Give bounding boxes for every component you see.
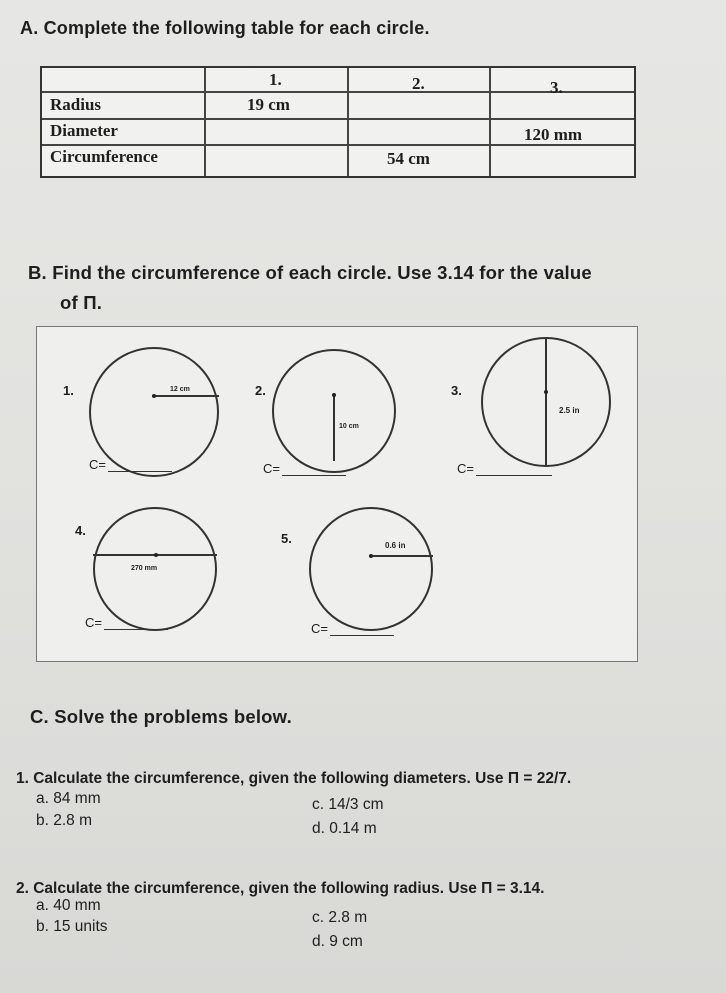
column-header: 2. <box>412 74 425 93</box>
option: d. 0.14 m <box>312 820 377 837</box>
radius-line <box>154 395 219 397</box>
row-label-diameter: Diameter <box>50 121 118 140</box>
diameter-line <box>545 337 547 467</box>
option: c. 2.8 m <box>312 909 368 926</box>
answer-label: C= <box>263 461 280 476</box>
measure-label: 2.5 in <box>559 406 580 415</box>
table-cell: 120 mm <box>524 125 583 144</box>
table-divider <box>204 68 206 176</box>
center-dot <box>154 553 158 557</box>
center-dot <box>152 394 156 398</box>
answer-label: C= <box>89 457 106 472</box>
column-header: 1. <box>269 70 282 89</box>
problem-prompt: 2. Calculate the circumference, given the following radius. Use Π = 3.14. <box>16 880 545 897</box>
radius-line <box>371 555 433 557</box>
table-divider <box>347 68 349 176</box>
answer-label: C= <box>311 621 328 636</box>
measure-label: 10 cm <box>339 423 359 430</box>
table-divider <box>42 118 634 120</box>
circle-number: 1. <box>63 383 74 398</box>
option: c. 14/3 cm <box>312 796 384 813</box>
center-dot <box>544 390 548 394</box>
answer-blank[interactable] <box>108 459 172 472</box>
answer-label: C= <box>85 615 102 630</box>
measure-label: 12 cm <box>170 386 190 393</box>
circle-number: 5. <box>281 531 292 546</box>
answer-label: C= <box>457 461 474 476</box>
option: a. 84 mm <box>36 790 101 807</box>
option: b. 2.8 m <box>36 812 92 829</box>
answer-field[interactable] <box>311 621 394 636</box>
center-dot <box>369 554 373 558</box>
circle-table <box>40 66 636 178</box>
answer-blank[interactable] <box>330 623 394 636</box>
section-c-heading: C. Solve the problems below. <box>30 706 292 727</box>
circle-number: 3. <box>451 383 462 398</box>
answer-blank[interactable] <box>476 463 552 476</box>
answer-field[interactable] <box>457 461 552 476</box>
circle-5 <box>309 507 433 631</box>
column-header: 3. <box>550 78 563 97</box>
measure-label: 0.6 in <box>385 541 406 550</box>
center-dot <box>332 393 336 397</box>
section-b-heading-cont: of Π. <box>60 292 103 313</box>
row-label-circumference: Circumference <box>50 147 158 166</box>
table-cell: 54 cm <box>387 149 430 168</box>
circle-number: 2. <box>255 383 266 398</box>
radius-line <box>333 395 335 461</box>
problem-prompt: 1. Calculate the circumference, given the following diameters. Use Π = 22/7. <box>16 770 572 787</box>
answer-field[interactable] <box>263 461 346 476</box>
answer-blank[interactable] <box>104 617 168 630</box>
option: a. 40 mm <box>36 897 101 914</box>
option: b. 15 units <box>36 918 108 935</box>
circle-number: 4. <box>75 523 86 538</box>
answer-field[interactable] <box>89 457 172 472</box>
option: d. 9 cm <box>312 933 363 950</box>
table-divider <box>42 91 634 93</box>
section-b-heading: B. Find the circumference of each circle. Use 3.14 for the value <box>28 262 592 283</box>
answer-field[interactable] <box>85 615 168 630</box>
section-a-heading: A. Complete the following table for each circle. <box>20 18 430 38</box>
table-divider <box>489 68 491 176</box>
measure-label: 270 mm <box>131 565 158 572</box>
table-cell: 19 cm <box>247 95 290 114</box>
row-label-radius: Radius <box>50 95 102 114</box>
circles-box <box>36 326 638 662</box>
answer-blank[interactable] <box>282 463 346 476</box>
